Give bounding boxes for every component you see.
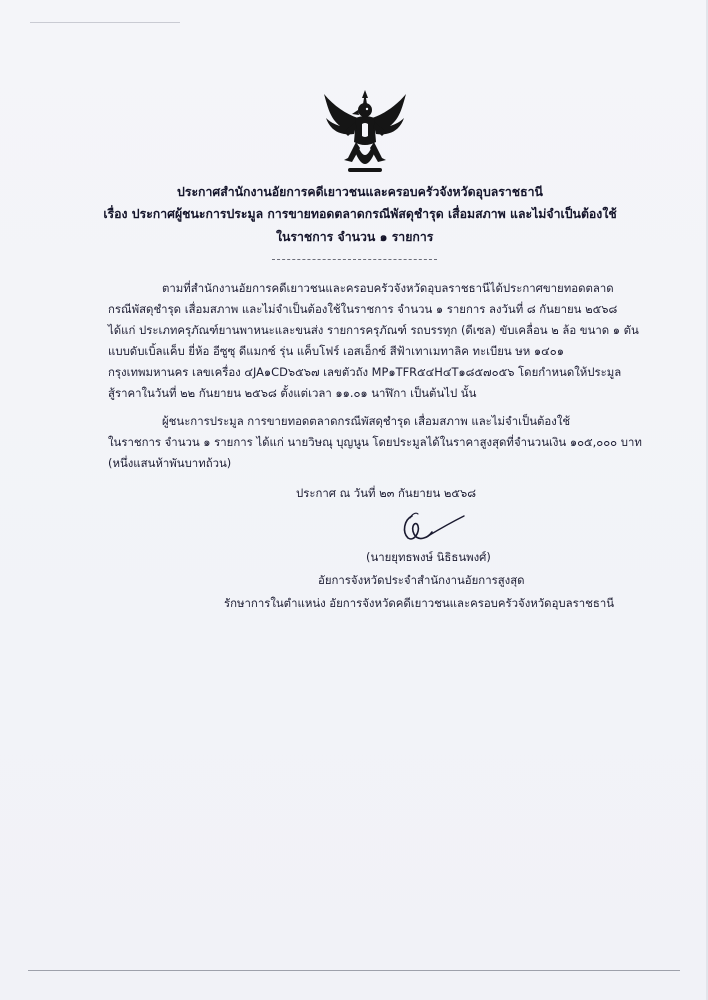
paragraph-1-line-5: กรุงเทพมหานคร เลขเครื่อง ๔JA๑CD๖๕๖๗ เลขตัวถัง MP๑TFR๕๔H๔T๑๘๕๗๐๕๖ โดยกำหนดให้ประมูล: [108, 365, 622, 379]
header-title-line3: ในราชการ จำนวน ๑ รายการ: [276, 230, 434, 244]
paragraph-1-line-6: สู้ราคาในวันที่ ๒๒ กันยายน ๒๕๖๘ ตั้งแต่เวลา ๑๑.๐๑ นาฬิกา เป็นต้นไป นั้น: [108, 386, 477, 400]
handwritten-signature: [398, 508, 470, 548]
signatory-position-2: รักษาการในตำแหน่ง อัยการจังหวัดคดีเยาวชนและครอบครัวจังหวัดอุบลราชธานี: [224, 596, 615, 610]
paragraph-1-line-4: แบบดับเบิ้ลแค็บ ยี่ห้อ อีซูซุ ดีแมกซ์ รุ่น แค็บโฟร์ เอสเอ็กซ์ สีฟ้าเทาเมทาลิค ทะเบียน ษห ๑๔๐๑: [108, 344, 564, 358]
paragraph-1-line-2: กรณีพัสดุชำรุด เสื่อมสภาพ และไม่จำเป็นต้องใช้ในราชการ จำนวน ๑ รายการ ลงวันที่ ๘ กันยายน ๒๕๖๘: [108, 302, 618, 316]
paragraph-2-line-2: ในราชการ จำนวน ๑ รายการ ได้แก่ นายวิษณุ บุญนูน โดยประมูลได้ในราคาสูงสุดที่จำนวนเงิน ๑๐๕,๐๐๐ บาท: [108, 435, 642, 449]
garuda-emblem-icon: [322, 88, 408, 178]
paragraph-1-line-1: ตามที่สำนักงานอัยการคดีเยาวชนและครอบครัวจังหวัดอุบลราชธานีได้ประกาศขายทอดตลาด: [162, 281, 614, 295]
paragraph-1-line-3: ได้แก่ ประเภทครุภัณฑ์ยานพาหนะและขนส่ง รายการครุภัณฑ์ รถบรรทุก (ดีเซล) ขับเคลื่อน ๒ ล้อ ขนาด ๑ ตัน: [108, 323, 639, 337]
paragraph-2-line-1: ผู้ชนะการประมูล การขายทอดตลาดกรณีพัสดุชำรุด เสื่อมสภาพ และไม่จำเป็นต้องใช้: [162, 414, 571, 428]
announcement-date: ประกาศ ณ วันที่ ๒๓ กันยายน ๒๕๖๘: [296, 486, 477, 500]
scan-artifact-top: [30, 22, 180, 23]
header-title-line2: เรื่อง ประกาศผู้ชนะการประมูล การขายทอดตลาดกรณีพัสดุชำรุด เสื่อมสภาพ และไม่จำเป็นต้องใช้: [103, 207, 617, 221]
scan-artifact-bottom: [28, 970, 680, 971]
header-title-line1: ประกาศสำนักงานอัยการคดีเยาวชนและครอบครัวจังหวัดอุบลราชธานี: [177, 185, 543, 199]
signatory-name: (นายยุทธพงษ์ นิธิธนพงศ์): [366, 550, 491, 564]
signatory-position-1: อัยการจังหวัดประจำสำนักงานอัยการสูงสุด: [318, 573, 525, 587]
paragraph-2-line-3: (หนึ่งแสนห้าพันบาทถ้วน): [108, 456, 232, 470]
separator-line: [272, 259, 437, 260]
